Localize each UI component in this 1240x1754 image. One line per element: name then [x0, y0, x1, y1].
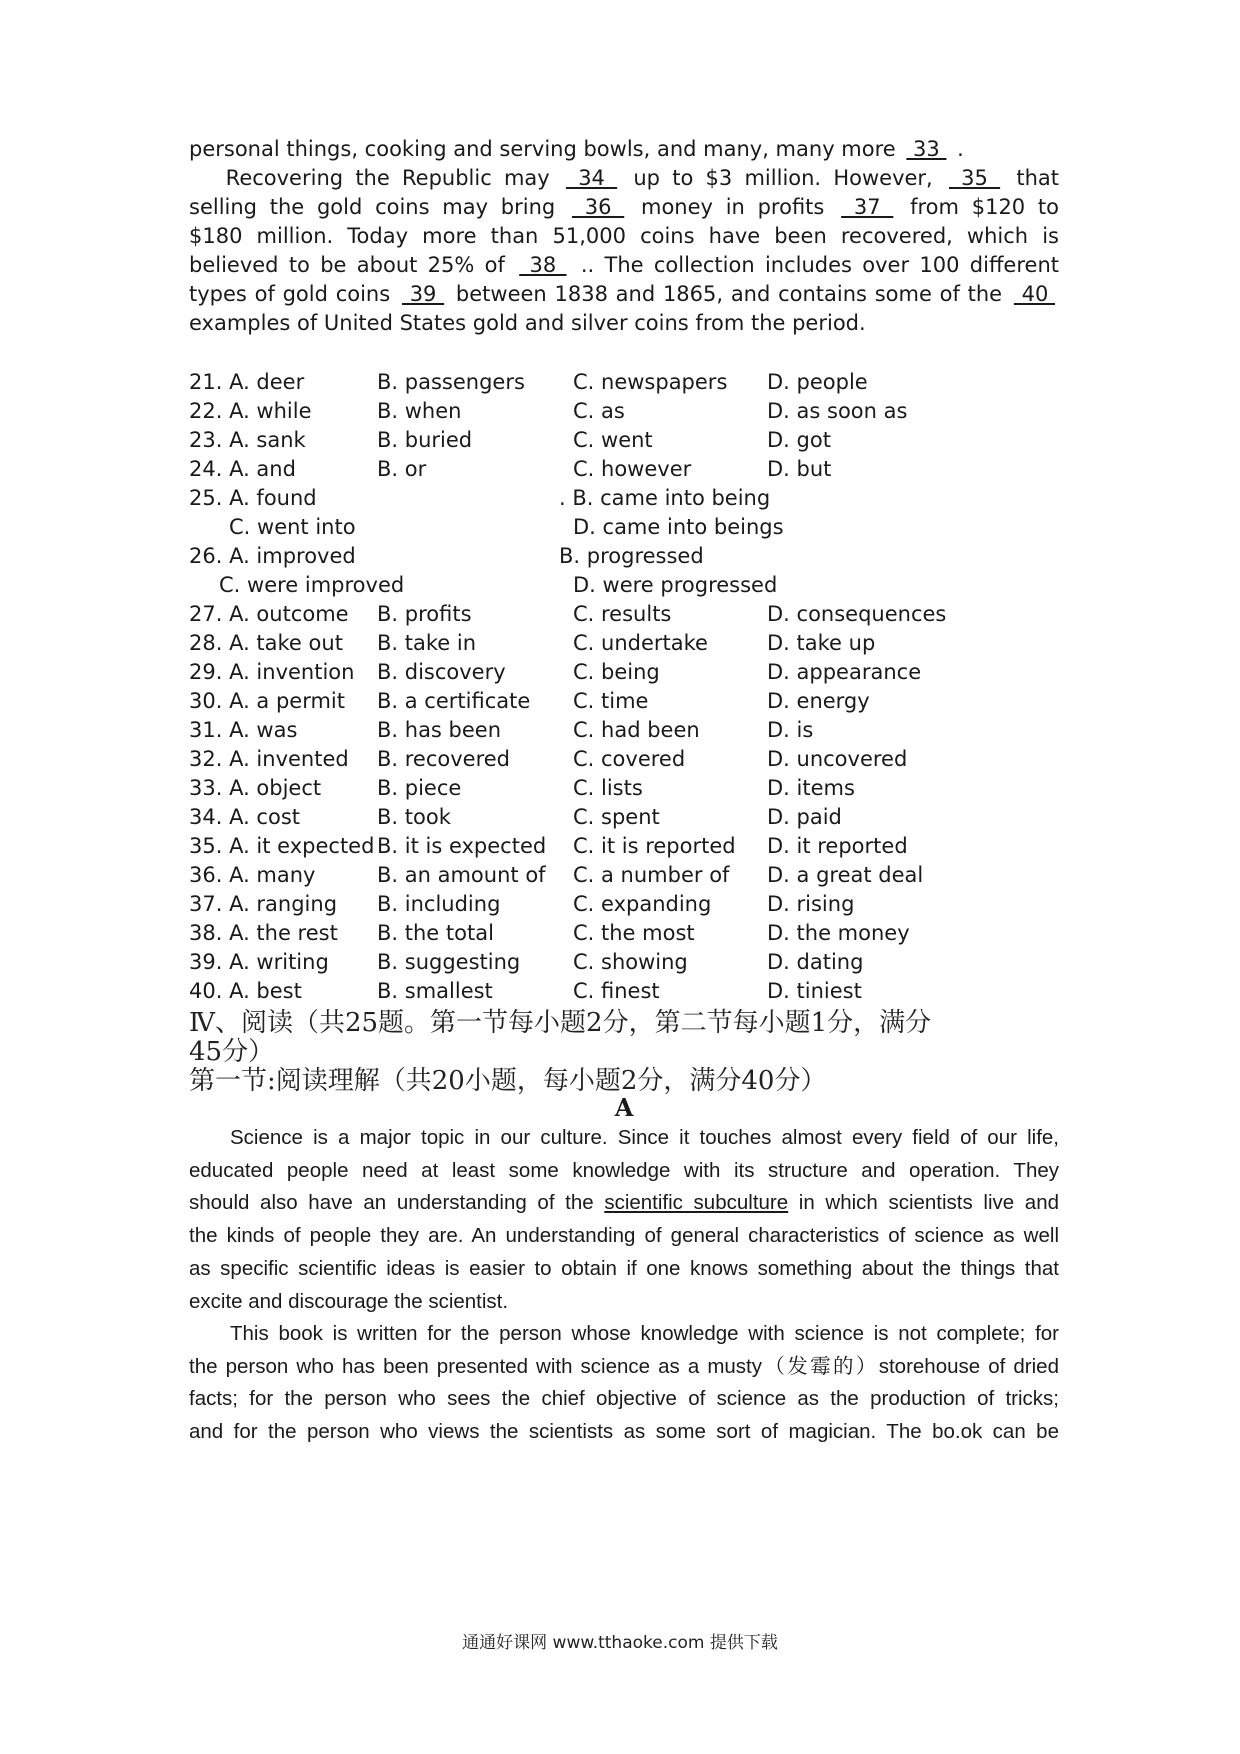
- cloze-blank: 33: [906, 137, 947, 161]
- option-b: B. passengers: [377, 370, 525, 394]
- text-line: facts; for the person who sees the chief objective of science as the production of tricks;: [189, 1387, 1059, 1411]
- passage-line: examples of United States gold and silver coins from the period.: [189, 311, 866, 335]
- option-d: D. a great deal: [767, 863, 924, 887]
- option-d: D. were progressed: [573, 573, 778, 597]
- cloze-blank: 37: [841, 195, 894, 219]
- option-b: B. has been: [377, 718, 502, 742]
- option-d: D. dating: [767, 950, 864, 974]
- text-line: the kinds of people they are. An understanding of general characteristics of science as well: [189, 1224, 1059, 1248]
- text-line: educated people need at least some knowledge with its structure and operation. They: [189, 1158, 1059, 1182]
- option-d: D. the money: [767, 921, 910, 945]
- option-a: 37. A. ranging: [189, 892, 338, 916]
- option-c: C. lists: [573, 776, 643, 800]
- option-b: B. suggesting: [377, 950, 521, 974]
- option-c: C. a number of: [573, 863, 730, 887]
- option-d: D. but: [767, 457, 832, 481]
- subsection-heading: 第一节:阅读理解（共20小题，每小题2分，满分40分）: [189, 1066, 827, 1096]
- option-d: D. is: [767, 718, 814, 742]
- passage-line: believed to be about 25% of 38 .. The collection includes over 100 different: [189, 253, 1059, 277]
- cloze-blank: 40: [1013, 282, 1056, 306]
- option-c: C. expanding: [573, 892, 712, 916]
- option-c: C. it is reported: [573, 834, 736, 858]
- option-c: C. went into: [229, 515, 356, 539]
- option-a: 24. A. and: [189, 457, 296, 481]
- option-a: 38. A. the rest: [189, 921, 338, 945]
- text-line: should also have an understanding of the scientific subculture in which scientists live and: [189, 1191, 1060, 1215]
- text-line: as specific scientific ideas is easier to obtain if one knows something about the things that: [189, 1256, 1059, 1280]
- option-d: D. paid: [767, 805, 842, 829]
- option-b: B. an amount of: [377, 863, 546, 887]
- option-c: C. as: [573, 399, 625, 423]
- underlined-term: scientific subculture: [604, 1191, 789, 1215]
- option-b: B. discovery: [377, 660, 506, 684]
- passage-line: selling the gold coins may bring 36 money in profits 37 from $120 to: [189, 195, 1059, 219]
- option-a: 36. A. many: [189, 863, 316, 887]
- cloze-blank: 34: [565, 166, 618, 190]
- text-line: and for the person who views the scientists as some sort of magician. The bo.ok can be: [189, 1420, 1059, 1444]
- option-a: 35. A. it expected: [189, 834, 375, 858]
- option-d: D. as soon as: [767, 399, 908, 423]
- option-b: B. it is expected: [377, 834, 547, 858]
- option-a: 34. A. cost: [189, 805, 300, 829]
- option-a: 28. A. take out: [189, 631, 343, 655]
- option-d: D. got: [767, 428, 831, 452]
- option-c: C. results: [573, 602, 672, 626]
- passage-letter: A: [614, 1093, 634, 1122]
- option-a: 25. A. found: [189, 486, 317, 510]
- option-a: 39. A. writing: [189, 950, 329, 974]
- passage-line: personal things, cooking and serving bowls, and many, many more 33 .: [189, 137, 964, 161]
- option-d: D. tiniest: [767, 979, 862, 1003]
- section-heading-cont: 45分）: [189, 1037, 275, 1067]
- option-a: 26. A. improved: [189, 544, 356, 568]
- option-b: B. including: [377, 892, 501, 916]
- text-line: This book is written for the person whose knowledge with science is not complete; for: [230, 1322, 1059, 1345]
- cloze-blank: 36: [572, 195, 625, 219]
- text-line: the person who has been presented with science as a musty（发霉的）storehouse of dried: [189, 1354, 1059, 1378]
- option-b: B. profits: [377, 602, 472, 626]
- option-c: C. undertake: [573, 631, 708, 655]
- option-c: C. had been: [573, 718, 700, 742]
- option-c: C. the most: [573, 921, 695, 945]
- option-b: B. buried: [377, 428, 473, 452]
- section-heading: Ⅳ、阅读（共25题。第一节每小题2分，第二节每小题1分，满分: [189, 1008, 932, 1038]
- option-a: 33. A. object: [189, 776, 322, 800]
- option-d: D. it reported: [767, 834, 908, 858]
- footer-watermark: 通通好课网 www.tthaoke.com 提供下载: [462, 1633, 778, 1653]
- option-b: B. took: [377, 805, 451, 829]
- option-d: D. energy: [767, 689, 870, 713]
- option-a: 30. A. a permit: [189, 689, 346, 713]
- option-a: 23. A. sank: [189, 428, 306, 452]
- option-b: B. take in: [377, 631, 477, 655]
- option-c: C. being: [573, 660, 660, 684]
- option-b: B. piece: [377, 776, 462, 800]
- option-c: C. spent: [573, 805, 660, 829]
- text-line: excite and discourage the scientist.: [189, 1289, 509, 1313]
- option-c: C. showing: [573, 950, 688, 974]
- text-line: Science is a major topic in our culture. Since it touches almost every field of our life,: [230, 1126, 1059, 1149]
- option-d: D. take up: [767, 631, 876, 655]
- option-d: D. rising: [767, 892, 855, 916]
- option-b: B. smallest: [377, 979, 493, 1003]
- option-b: . B. came into being: [559, 486, 771, 510]
- option-a: 22. A. while: [189, 399, 312, 423]
- option-d: D. came into beings: [573, 515, 784, 539]
- option-c: C. finest: [573, 979, 660, 1003]
- passage-line: Recovering the Republic may 34 up to $3 million. However, 35 that: [189, 166, 1059, 190]
- cloze-blank: 39: [401, 282, 445, 306]
- passage-line: $180 million. Today more than 51,000 coins have been recovered, which is: [189, 224, 1059, 248]
- reading-paragraph-1: [189, 1122, 1059, 1318]
- passage-line: types of gold coins 39 between 1838 and 1865, and contains some of the 40: [189, 278, 1059, 311]
- option-b: B. or: [377, 457, 427, 481]
- cloze-blank: 38: [519, 253, 567, 277]
- option-a: 40. A. best: [189, 979, 302, 1003]
- option-c: C. covered: [573, 747, 686, 771]
- cloze-blank: 35: [948, 166, 1001, 190]
- option-c: C. however: [573, 457, 692, 481]
- option-b: B. progressed: [559, 544, 704, 568]
- option-c: C. were improved: [219, 573, 405, 597]
- option-a: 29. A. invention: [189, 660, 355, 684]
- option-b: B. the total: [377, 921, 494, 945]
- option-b: B. when: [377, 399, 462, 423]
- option-d: D. uncovered: [767, 747, 908, 771]
- option-c: C. newspapers: [573, 370, 728, 394]
- option-d: D. consequences: [767, 602, 947, 626]
- option-d: D. items: [767, 776, 855, 800]
- option-b: B. a certificate: [377, 689, 531, 713]
- option-a: 32. A. invented: [189, 747, 349, 771]
- option-c: C. time: [573, 689, 649, 713]
- reading-paragraph-2: [189, 1318, 1059, 1449]
- option-a: 31. A. was: [189, 718, 298, 742]
- option-b: B. recovered: [377, 747, 511, 771]
- option-c: C. went: [573, 428, 653, 452]
- option-a: 27. A. outcome: [189, 602, 349, 626]
- option-d: D. people: [767, 370, 868, 394]
- option-a: 21. A. deer: [189, 370, 305, 394]
- option-d: D. appearance: [767, 660, 922, 684]
